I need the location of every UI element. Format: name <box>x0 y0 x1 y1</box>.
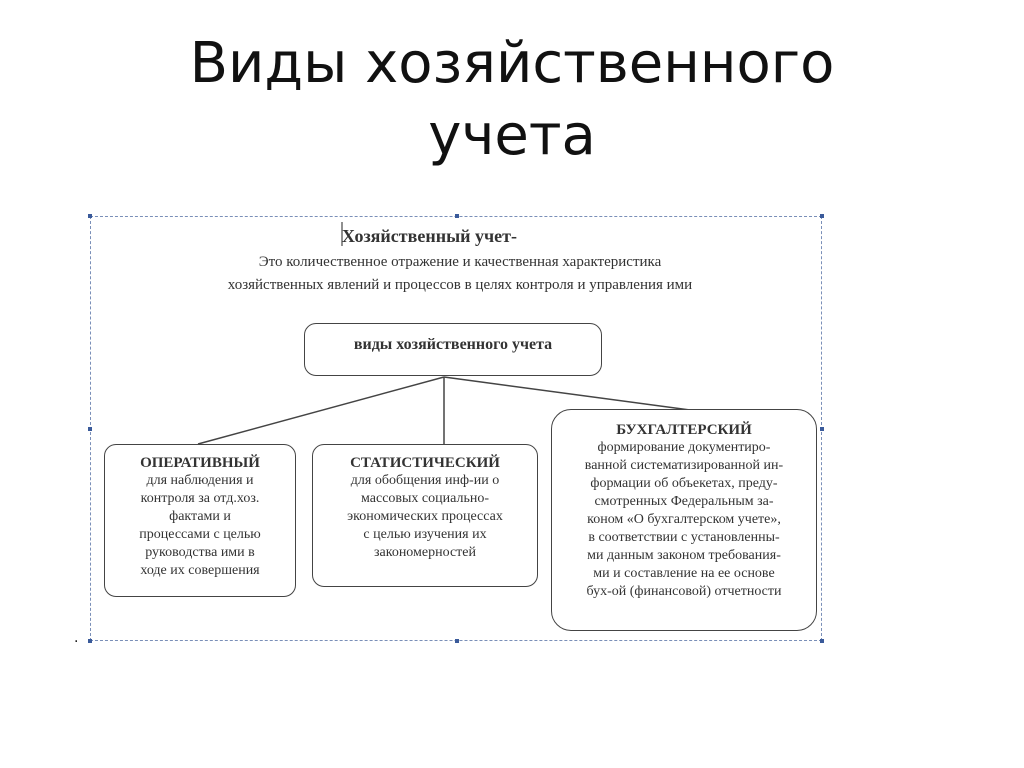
statistical-line-4: с целью изучения их <box>363 527 487 542</box>
diagram-heading: Хозяйственный учет- <box>342 226 517 246</box>
slide-title-line1: Виды хозяйственного <box>189 31 835 96</box>
operative-line-5: руководства ими в <box>145 545 255 560</box>
operative-line-2: контроля за отд.хоз. <box>140 491 260 506</box>
accounting-line-6: в соответствии с установленны- <box>588 530 780 545</box>
operative-line-6: ходе их совершения <box>140 563 260 578</box>
root-box <box>304 323 602 376</box>
connector-to-operative <box>198 377 444 444</box>
operative-title: ОПЕРАТИВНЫЙ <box>140 455 260 471</box>
operative-line-3: фактами и <box>169 509 231 524</box>
accounting-line-7: ми данным законом требования- <box>587 548 781 563</box>
slide-title-line2: учета <box>428 103 596 168</box>
accounting-line-3: формации об объекетах, преду- <box>590 476 778 491</box>
accounting-box <box>551 409 817 631</box>
statistical-box <box>312 444 538 587</box>
connector-to-accounting <box>444 377 690 410</box>
accounting-line-9: бух-ой (финансовой) отчетности <box>586 584 782 599</box>
accounting-line-5: коном «О бухгалтерском учете», <box>587 512 781 527</box>
statistical-line-5: закономерностей <box>373 545 476 560</box>
definition-line-2: хозяйственных явлений и процессов в целях контроля и управления ими <box>227 277 693 293</box>
stray-bullet: . <box>74 630 79 646</box>
statistical-line-2: массовых социально- <box>361 491 489 506</box>
statistical-title: СТАТИСТИЧЕСКИЙ <box>350 455 500 471</box>
accounting-line-1: формирование документиро- <box>597 440 771 455</box>
statistical-line-3: экономических процессах <box>347 509 503 524</box>
accounting-line-2: ванной систематизированной ин- <box>584 458 784 473</box>
operative-line-4: процессами с целью <box>139 527 261 542</box>
statistical-line-1: для обобщения инф-ии о <box>350 473 500 488</box>
operative-box <box>104 444 296 597</box>
definition-line-1: Это количественное отражение и качественная характеристика <box>258 254 662 270</box>
accounting-line-4: смотренных Федеральным за- <box>594 494 774 509</box>
accounting-title: БУХГАЛТЕРСКИЙ <box>616 422 752 438</box>
root-label: виды хозяйственного учета <box>353 336 553 353</box>
operative-line-1: для наблюдения и <box>146 473 254 488</box>
accounting-line-8: ми и составление на ее основе <box>593 566 775 581</box>
